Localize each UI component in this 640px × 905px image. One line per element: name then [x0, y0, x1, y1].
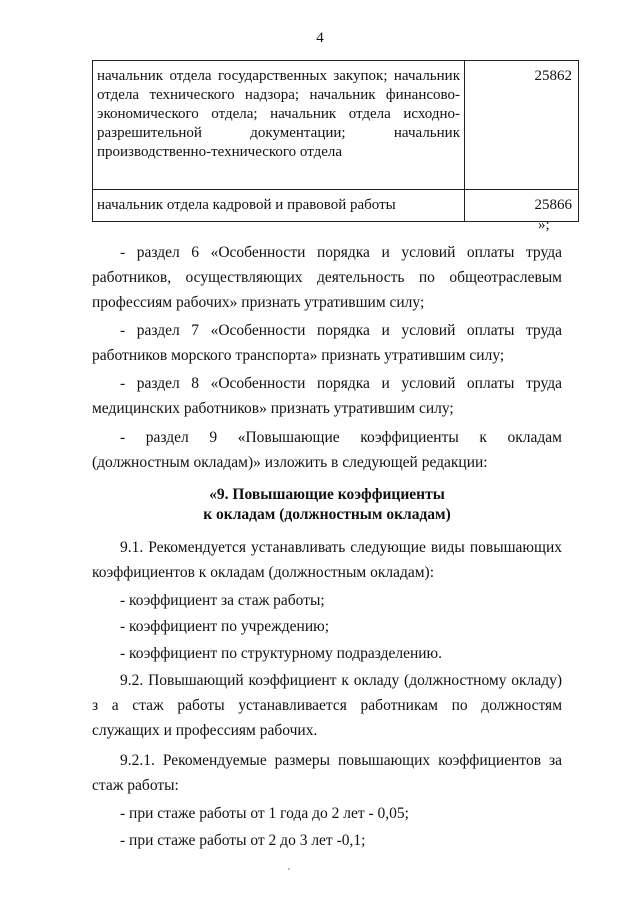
table-row	[93, 61, 579, 190]
salary-table	[92, 60, 579, 222]
list-item: - коэффициент за стаж работы;	[120, 592, 325, 609]
paragraph-9-1: 9.1. Рекомендуется устанавливать следующие виды повышающих коэффициентов к окладам (должностным окладам):	[92, 539, 562, 581]
paragraph-section-9: - раздел 9 «Повышающие коэффициенты к окладам (должностным окладам)» изложить в следующей редакции:	[92, 429, 562, 471]
position-cell: начальник отдела кадровой и правовой работы	[93, 190, 465, 222]
paragraph-9-2: 9.2. Повышающий коэффициент к окладу (должностному окладу) з а стаж работы устанавливается работникам по должностям служащих и профессиям рабочих.	[92, 672, 562, 739]
section-heading-line-2: к окладам (должностным окладам)	[203, 506, 451, 523]
scan-speck	[288, 868, 290, 870]
page-number: 4	[316, 30, 324, 46]
closing-quote: »;	[538, 217, 550, 233]
value-cell: 25862	[465, 61, 579, 190]
paragraph-section-6: - раздел 6 «Особенности порядка и условий оплаты труда работников, осуществляющих деятельность по общеотраслевым профессиям рабочих» признать утратившим силу;	[92, 244, 562, 311]
table-row	[93, 190, 579, 222]
list-item: - коэффициент по учреждению;	[120, 618, 330, 635]
paragraph-section-8: - раздел 8 «Особенности порядка и условий оплаты труда медицинских работников» признать утратившим силу;	[92, 375, 562, 417]
paragraph-section-7: - раздел 7 «Особенности порядка и условий оплаты труда работников морского транспорта» признать утратившим силу;	[92, 322, 562, 364]
list-item: - при стаже работы от 1 года до 2 лет - 0,05;	[120, 805, 409, 822]
list-item: - коэффициент по структурному подразделению.	[120, 645, 443, 662]
list-item: - при стаже работы от 2 до 3 лет -0,1;	[120, 832, 366, 849]
position-cell: начальник отдела государственных закупок; начальник отдела технического надзора; начальник финансово-экономического отдела; начальник отдела исходно-разрешительной документации; начальник производственно-технического отдела	[93, 61, 465, 190]
section-heading-line-1: «9. Повышающие коэффициенты	[209, 486, 445, 503]
paragraph-9-2-1: 9.2.1. Рекомендуемые размеры повышающих коэффициентов за стаж работы:	[92, 752, 562, 794]
value-cell: 25866	[465, 190, 579, 222]
